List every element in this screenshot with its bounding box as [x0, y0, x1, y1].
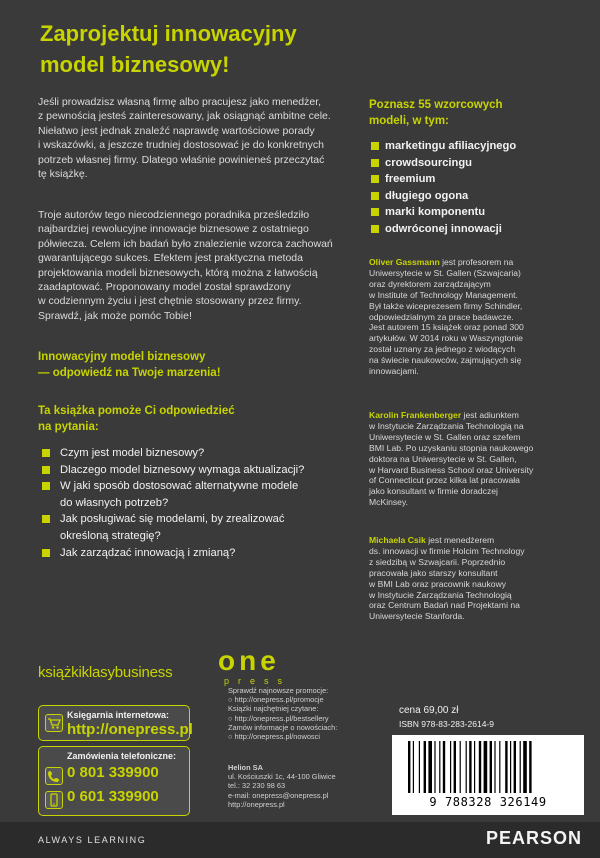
- bio-line: został uznany za jednego z wiodących: [369, 344, 516, 355]
- intro-paragraph: [38, 95, 358, 181]
- model-label: crowdsourcingu: [385, 156, 473, 169]
- shop-url-link[interactable]: http://onepress.pl: [67, 721, 193, 738]
- promo-label: Zamów informacje o nowościach:: [228, 722, 338, 732]
- question-item: [38, 511, 368, 544]
- question-text-continued: określoną strategię?: [60, 529, 161, 542]
- square-bullet-icon: [42, 515, 50, 523]
- model-label: marketingu afiliacyjnego: [385, 140, 517, 152]
- bio-text: jest adiunktem: [461, 410, 519, 420]
- authors-line: gwarantującego sukces. Efektem jest praktyczna metoda: [38, 252, 303, 265]
- bio-line: Uniwersytecie w St. Gallen oraz szefem: [369, 431, 521, 442]
- barcode-bar: [454, 741, 456, 793]
- bio-line: [369, 257, 579, 268]
- barcode-bar: [443, 741, 445, 793]
- questions-list: [38, 445, 368, 561]
- bio-line: pracowała jako starszy konsultant: [369, 567, 498, 578]
- intro-line: i wskazówki, a jeszcze trudniej dostosować je do konkretnych: [38, 139, 324, 152]
- barcode-bar: [434, 741, 435, 793]
- barcode-bar: [529, 741, 531, 793]
- tagline: [38, 349, 368, 381]
- barcode-bars: [406, 741, 574, 793]
- barcode-bar: [469, 741, 471, 793]
- publisher-info: [228, 763, 378, 809]
- barcode-bar: [499, 741, 500, 793]
- phone-number-landline[interactable]: 0 801 339900: [67, 764, 159, 781]
- barcode-bar: [428, 741, 432, 793]
- logo-word: one: [218, 645, 280, 676]
- question-text-continued: do własnych potrzeb?: [60, 496, 169, 509]
- authors-line: najbardziej rewolucyjne innowacje biznesowe z ostatniego: [38, 223, 309, 236]
- barcode-bar: [413, 741, 414, 793]
- bio-line: w Harvard Business School oraz University: [369, 464, 534, 475]
- square-bullet-icon: [42, 449, 50, 457]
- bio-line: jako konsultant w firmie doradczej: [369, 486, 498, 497]
- barcode-bar: [419, 741, 420, 793]
- footer-slogan: ALWAYS LEARNING: [38, 835, 147, 845]
- question-text: Czym jest model biznesowy?: [60, 447, 205, 459]
- tagline-line-2: — odpowiedź na Twoje marzenia!: [38, 367, 221, 379]
- bio-line: oraz dyrektorem zarządzającym: [369, 278, 491, 289]
- question-item: [38, 445, 368, 462]
- authors-line: w codziennym życiu i jest chętnie stosowany przez firmy.: [38, 295, 302, 308]
- cart-icon: [45, 714, 63, 732]
- barcode-bar: [460, 741, 461, 793]
- pearson-logo: PEARSON: [486, 828, 583, 848]
- bio-line: [369, 535, 579, 546]
- bio-line: innowacjami.: [369, 366, 419, 377]
- question-item: [38, 478, 368, 511]
- barcode: [392, 735, 584, 815]
- bio-line: z siedzibą w Szwajcarii. Poprzednio: [369, 556, 506, 567]
- onepress-logo: [218, 646, 328, 686]
- model-item: [369, 138, 516, 155]
- question-text: Jak zarządzać innowacją i zmianą?: [60, 546, 236, 559]
- promo-links: [228, 686, 378, 741]
- isbn: ISBN 978-83-283-2614-9: [399, 719, 494, 729]
- square-bullet-icon: [42, 482, 50, 490]
- publisher-email[interactable]: e-mail: onepress@onepress.pl: [228, 790, 329, 800]
- square-bullet-icon: [371, 192, 379, 200]
- bio-line: w BMI Lab oraz pracownik naukowy: [369, 578, 507, 589]
- barcode-bar: [450, 741, 451, 793]
- author-name: Karolin Frankenberger: [369, 410, 462, 420]
- bio-line: McKinsey.: [369, 497, 408, 508]
- barcode-bar: [474, 741, 475, 793]
- publisher-name: Helion SA: [228, 763, 263, 772]
- promo-label: Książki najchętniej czytane:: [228, 704, 319, 714]
- barcode-bar: [479, 741, 481, 793]
- bio-line: oraz Centrum Badań nad Projektami na: [369, 600, 520, 611]
- author-name: Michaela Csik: [369, 535, 426, 545]
- bio-line: doktora na Uniwersytecie w St. Gallen,: [369, 453, 517, 464]
- authors-line: zaadaptować. Proponowany model został sprawdzony: [38, 281, 291, 294]
- publisher-phone: tel.: 32 230 98 63: [228, 781, 286, 791]
- question-text: Jak posługiwać się modelami, by zrealizować: [60, 513, 285, 526]
- models-heading-line-2: modeli, w tym:: [369, 115, 449, 127]
- bio-line: of Connecticut przez kilka lat pracowała: [369, 475, 520, 486]
- square-bullet-icon: [371, 142, 379, 150]
- bio-text: jest menedżerem: [425, 535, 495, 545]
- model-label: odwróconej innowacji: [385, 222, 502, 235]
- questions-heading-line-1: Ta książka pomoże Ci odpowiedzieć: [38, 405, 235, 417]
- models-heading-line-1: Poznasz 55 wzorcowych: [369, 99, 503, 111]
- barcode-bar: [484, 741, 488, 793]
- promo-link[interactable]: ○ http://onepress.pl/nowosci: [228, 732, 320, 742]
- phone-order-box: [38, 746, 190, 816]
- author-name: Oliver Gassmann: [369, 257, 440, 267]
- barcode-bar: [523, 741, 527, 793]
- barcode-bar: [494, 741, 495, 793]
- headline: [40, 18, 370, 80]
- promo-link[interactable]: ○ http://onepress.pl/bestsellery: [228, 713, 329, 723]
- authors-line: Troje autorów tego niecodziennego poradnika prześledziło: [38, 209, 310, 221]
- model-item: [369, 204, 516, 221]
- square-bullet-icon: [42, 549, 50, 557]
- square-bullet-icon: [371, 208, 379, 216]
- models-list: [369, 138, 516, 238]
- bio-line: artykułów. W 2014 roku w Waszyngtonie: [369, 333, 523, 344]
- authors-line: projektowania modeli biznesowych, którą można z łatwością: [38, 266, 318, 279]
- author-bio-frankenberger: [369, 410, 579, 508]
- intro-line: tę książkę.: [38, 168, 88, 181]
- headline-line-1: Zaprojektuj innowacyjny: [40, 21, 297, 46]
- mobile-phone-icon: [45, 791, 63, 809]
- author-bio-csik: [369, 535, 579, 622]
- model-item: [369, 188, 516, 205]
- promo-link[interactable]: ○ http://onepress.pl/promocje: [228, 695, 324, 705]
- square-bullet-icon: [371, 225, 379, 233]
- online-shop-box[interactable]: [38, 705, 193, 741]
- barcode-bar: [408, 741, 410, 793]
- barcode-bar: [490, 741, 492, 793]
- bio-line: odpowiedzialnym za prace badawcze.: [369, 311, 514, 322]
- square-bullet-icon: [42, 466, 50, 474]
- model-label: marki komponentu: [385, 206, 486, 219]
- author-bio-gassmann: [369, 257, 579, 377]
- barcode-bar: [505, 741, 507, 793]
- intro-line: Jeśli prowadzisz własną firmę albo pracujesz jako menedżer,: [38, 96, 322, 108]
- barcode-bar: [424, 741, 426, 793]
- phone-number-mobile[interactable]: 0 601 339900: [67, 788, 159, 805]
- square-bullet-icon: [371, 159, 379, 167]
- authors-paragraph: [38, 208, 358, 323]
- question-item: [38, 545, 368, 562]
- authors-line: Sprawdź, jak może pomóc Tobie!: [38, 309, 192, 322]
- model-label: freemium: [385, 173, 436, 186]
- model-item: [369, 155, 516, 172]
- bio-line: ds. innowacji w firmie Holcim Technology: [369, 545, 525, 556]
- bio-line: [369, 410, 579, 421]
- publisher-address: ul. Kościuszki 1c, 44-100 Gliwice: [228, 772, 336, 782]
- bio-line: w Institute of Technology Management.: [369, 289, 518, 300]
- barcode-bar: [520, 741, 521, 793]
- shop-label: Księgarnia internetowa:: [67, 710, 170, 720]
- barcode-bar: [466, 741, 467, 793]
- logo-subword: press: [224, 676, 292, 686]
- square-bullet-icon: [371, 175, 379, 183]
- bio-line: na świecie naukowców, zajmujących się: [369, 355, 522, 366]
- intro-line: Niełatwo jest jednak znaleźć naprawdę wartościowe porady: [38, 124, 315, 137]
- intro-line: potrzeb własnej firmy. Dlatego właśnie powinieneś przeczytać: [38, 153, 325, 166]
- question-text: W jaki sposób dostosować alternatywne modele: [60, 480, 299, 493]
- questions-heading: [38, 403, 338, 435]
- promo-label: Sprawdź najnowsze promocje:: [228, 686, 329, 695]
- bio-line: w Instytucie Zarządzania Technologią na: [369, 420, 524, 431]
- tagline-line-1: Innowacyjny model biznesowy: [38, 351, 206, 363]
- bio-line: Uniwersytecie Stanforda.: [369, 611, 465, 622]
- bio-line: Jest autorem 15 książek oraz ponad 300: [369, 322, 524, 333]
- headline-line-2: model biznesowy!: [40, 52, 230, 77]
- barcode-bar: [514, 741, 516, 793]
- bio-line: w Instytucie Zarządzania Technologią: [369, 589, 512, 600]
- authors-line: półwiecza. Celem ich badań było znalezienie wzorca zachowań: [38, 237, 333, 250]
- barcode-bar: [510, 741, 511, 793]
- models-heading: [369, 97, 569, 129]
- publisher-website[interactable]: http://onepress.pl: [228, 799, 285, 809]
- barcode-digits: 9 788328 326149: [429, 795, 547, 809]
- bio-line: Był także wiceprezesem firmy Schindler,: [369, 300, 523, 311]
- intro-line: z pewnością jesteś zainteresowany, jak osiągnąć ambitne cele.: [38, 110, 331, 123]
- barcode-bar: [439, 741, 440, 793]
- price: cena 69,00 zł: [399, 705, 459, 716]
- phone-order-label: Zamówienia telefoniczne:: [67, 751, 177, 761]
- bio-text: jest profesorem na: [439, 257, 514, 267]
- phone-icon: [45, 767, 63, 785]
- series-logo: książkiklasybusiness: [38, 664, 173, 681]
- model-item: [369, 221, 516, 238]
- bio-line: BMI Lab. Po uzyskaniu stopnia naukowego: [369, 442, 534, 453]
- question-item: [38, 462, 368, 479]
- model-item: [369, 171, 516, 188]
- model-label: długiego ogona: [385, 189, 469, 202]
- questions-heading-line-2: na pytania:: [38, 421, 99, 433]
- question-text: Dlaczego model biznesowy wymaga aktualizacji?: [60, 463, 305, 476]
- bio-line: Uniwersytecie w St. Gallen (Szwajcaria): [369, 267, 521, 278]
